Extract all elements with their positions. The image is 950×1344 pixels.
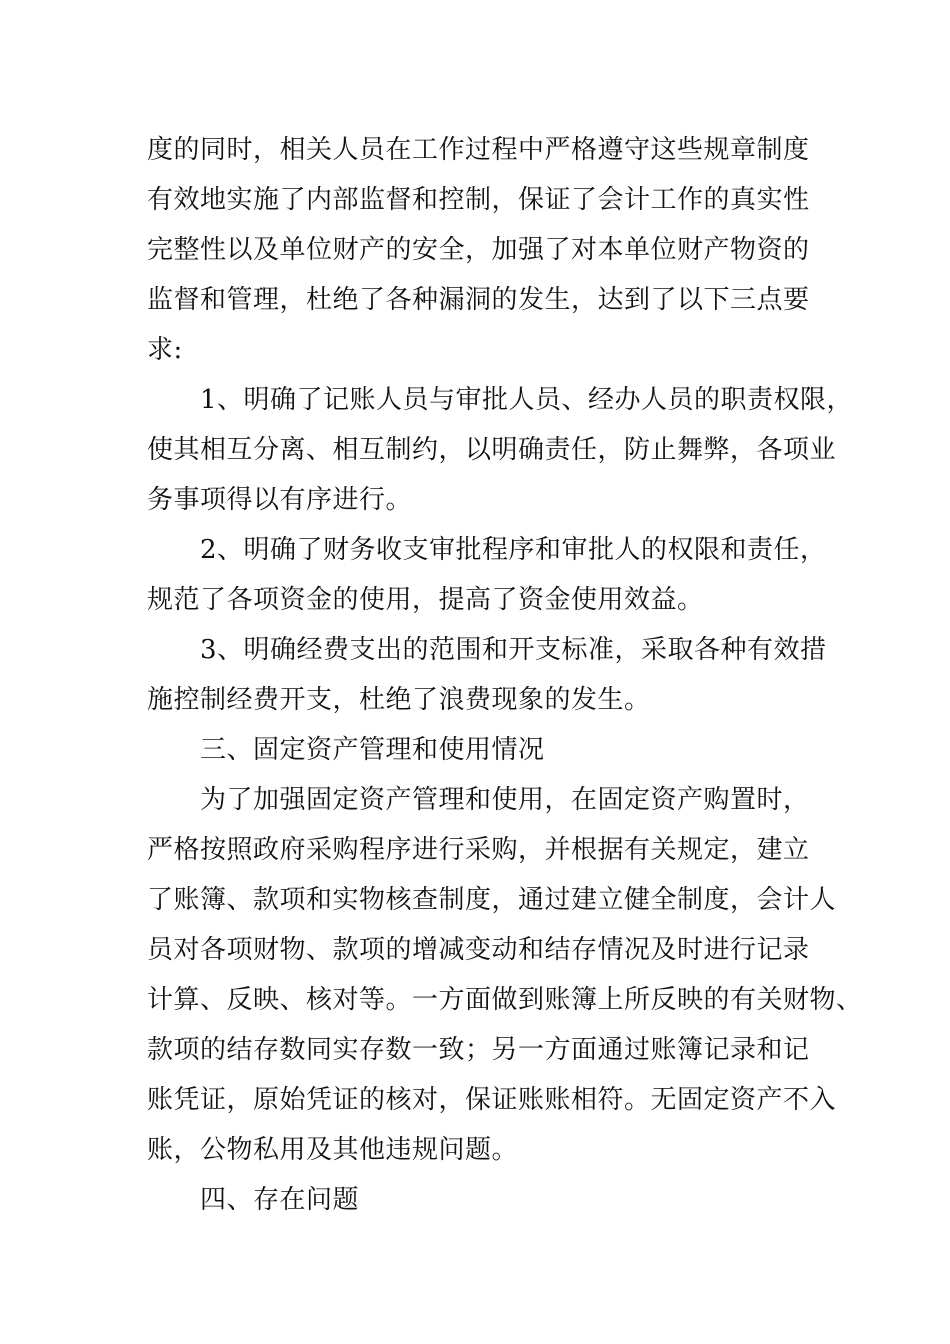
body-line: 账凭证，原始凭证的核对，保证账账相符。无固定资产不入 (147, 1085, 837, 1115)
list-item-2: 2、明确了财务收支审批程序和审批人的权限和责任， (200, 535, 827, 565)
section-heading: 三、固定资产管理和使用情况 (200, 735, 545, 765)
body-line: 完整性以及单位财产的安全，加强了对本单位财产物资的 (147, 235, 810, 265)
body-line: 规范了各项资金的使用，提高了资金使用效益。 (147, 585, 704, 615)
body-line: 求: (147, 335, 183, 365)
body-line: 员对各项财物、款项的增减变动和结存情况及时进行记录 (147, 935, 810, 965)
body-line: 计算、反映、核对等。一方面做到账簿上所反映的有关财物、 (147, 985, 863, 1015)
list-item-3: 3、明确经费支出的范围和开支标准，采取各种有效措 (200, 635, 827, 665)
body-line: 了账簿、款项和实物核查制度，通过建立健全制度，会计人 (147, 885, 837, 915)
body-line: 度的同时，相关人员在工作过程中严格遵守这些规章制度 (147, 135, 810, 165)
body-line: 有效地实施了内部监督和控制，保证了会计工作的真实性 (147, 185, 810, 215)
body-line: 监督和管理，杜绝了各种漏洞的发生，达到了以下三点要 (147, 285, 810, 315)
body-line: 账，公物私用及其他违规问题。 (147, 1135, 519, 1165)
body-line: 务事项得以有序进行。 (147, 485, 413, 515)
list-item-1: 1、明确了记账人员与审批人员、经办人员的职责权限， (200, 385, 854, 415)
body-line: 施控制经费开支，杜绝了浪费现象的发生。 (147, 685, 651, 715)
section-heading: 四、存在问题 (200, 1185, 360, 1215)
body-line: 款项的结存数同实存数一致；另一方面通过账簿记录和记 (147, 1035, 810, 1065)
paragraph-start: 为了加强固定资产管理和使用，在固定资产购置时， (200, 785, 810, 815)
body-line: 严格按照政府采购程序进行采购，并根据有关规定，建立 (147, 835, 810, 865)
body-line: 使其相互分离、相互制约，以明确责任，防止舞弊，各项业 (147, 435, 837, 465)
